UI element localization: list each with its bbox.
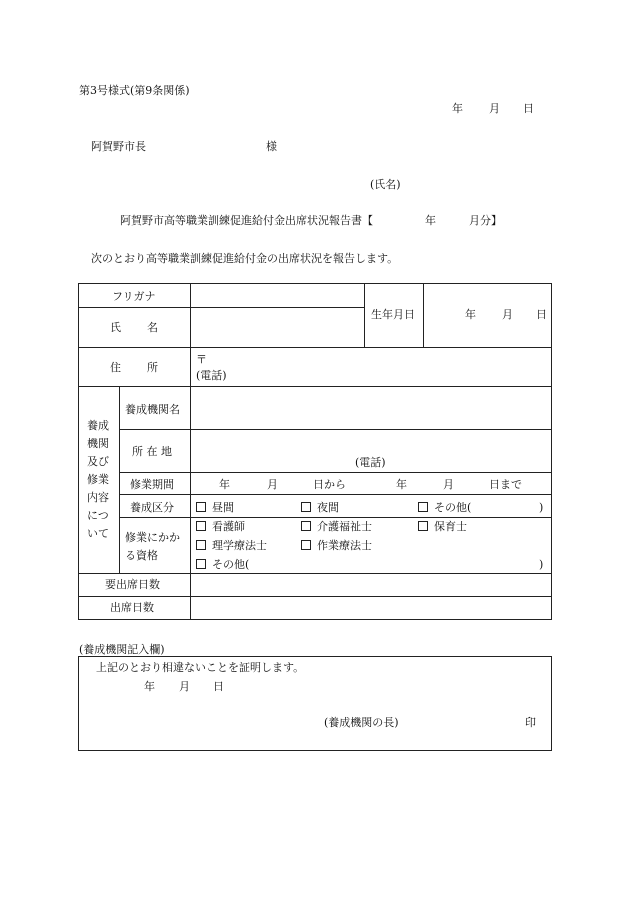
report-title [120, 212, 373, 228]
qual-other-close: ) [539, 558, 544, 571]
checkbox[interactable] [301, 521, 311, 531]
training-type-night-label: 夜間 [317, 501, 339, 514]
location-phone: (電話) [355, 456, 386, 469]
study-period-month2: 月 [443, 478, 454, 491]
cert-date-month: 月 [179, 680, 190, 693]
checkbox[interactable] [301, 502, 311, 512]
study-period-label: 修業期間 [130, 478, 174, 491]
cert-section-label: (養成機関記入欄) [79, 643, 165, 656]
cert-date-year: 年 [144, 680, 155, 693]
address-label-a: 住 [110, 361, 121, 374]
report-title-year: 年 [425, 214, 436, 227]
attendance-days-label: 出席日数 [110, 601, 154, 614]
institution-name-label: 養成機関名 [125, 403, 180, 416]
name-label-b: 名 [147, 321, 158, 334]
cert-date-day: 日 [213, 680, 224, 693]
training-type-other[interactable] [418, 502, 471, 513]
cert-statement: 上記のとおり相違ないことを証明します。 [96, 661, 305, 674]
addressee-name: 阿賀野市長 [91, 140, 146, 153]
header-date-month: 月 [489, 102, 500, 115]
qual-ot-label: 作業療法士 [317, 539, 372, 552]
qual-childcare-label: 保育士 [434, 520, 467, 533]
intro-text: 次のとおり高等職業訓練促進給付金の出席状況を報告します。 [91, 252, 399, 265]
header-date-day: 日 [523, 102, 534, 115]
qual-nurse-label: 看護師 [212, 520, 245, 533]
training-type-label: 養成区分 [130, 501, 174, 514]
cert-head-label: (養成機関の長) [324, 716, 399, 729]
qual-nurse[interactable] [196, 521, 245, 532]
birth-month: 月 [502, 308, 513, 321]
report-title-month: 月分】 [469, 214, 502, 227]
checkbox[interactable] [301, 540, 311, 550]
attendance-table [78, 283, 552, 620]
birth-day: 日 [536, 308, 547, 321]
checkbox[interactable] [196, 559, 206, 569]
training-type-other-label: その他( [434, 501, 472, 514]
training-type-night[interactable] [301, 502, 339, 513]
required-days-label: 要出席日数 [105, 578, 160, 591]
training-type-day[interactable] [196, 502, 234, 513]
study-period-year2: 年 [396, 478, 407, 491]
qual-care-worker[interactable] [301, 521, 372, 532]
checkbox[interactable] [196, 540, 206, 550]
qual-pt-label: 理学療法士 [212, 539, 267, 552]
checkbox[interactable] [196, 521, 206, 531]
qual-pt[interactable] [196, 540, 267, 551]
address-label-b: 所 [147, 361, 158, 374]
name-label-a: 氏 [110, 321, 121, 334]
study-period-until: 日まで [489, 478, 522, 491]
location-label: 所 在 地 [132, 445, 172, 458]
training-type-other-close: ) [539, 501, 544, 514]
seal-mark: 印 [525, 716, 536, 729]
qual-ot[interactable] [301, 540, 372, 551]
qual-care-worker-label: 介護福祉士 [317, 520, 372, 533]
qual-other-label: その他( [212, 558, 250, 571]
qual-childcare[interactable] [418, 521, 467, 532]
cert-box [78, 656, 552, 751]
study-period-year1: 年 [219, 478, 230, 491]
checkbox[interactable] [418, 521, 428, 531]
furigana-label: フリガナ [112, 290, 156, 303]
qual-other[interactable] [196, 559, 249, 570]
birth-year: 年 [465, 308, 476, 321]
address-phone: (電話) [196, 369, 227, 382]
study-period-month1: 月 [267, 478, 278, 491]
checkbox[interactable] [418, 502, 428, 512]
addressee-honorific: 様 [266, 140, 277, 153]
training-type-day-label: 昼間 [212, 501, 234, 514]
checkbox[interactable] [196, 502, 206, 512]
study-period-from: 日から [313, 478, 346, 491]
qualification-label: 修業にかかる資格 [125, 531, 180, 562]
applicant-name-label: (氏名) [370, 178, 401, 191]
institution-group-label: 養成機関及び修業内容について [87, 419, 109, 540]
report-title-text: 阿賀野市高等職業訓練促進給付金出席状況報告書【 [120, 214, 373, 227]
form-number: 第3号様式(第9条関係) [79, 84, 190, 97]
birth-date-label: 生年月日 [371, 308, 415, 321]
header-date-year: 年 [452, 102, 463, 115]
postal-mark: 〒 [196, 353, 207, 366]
